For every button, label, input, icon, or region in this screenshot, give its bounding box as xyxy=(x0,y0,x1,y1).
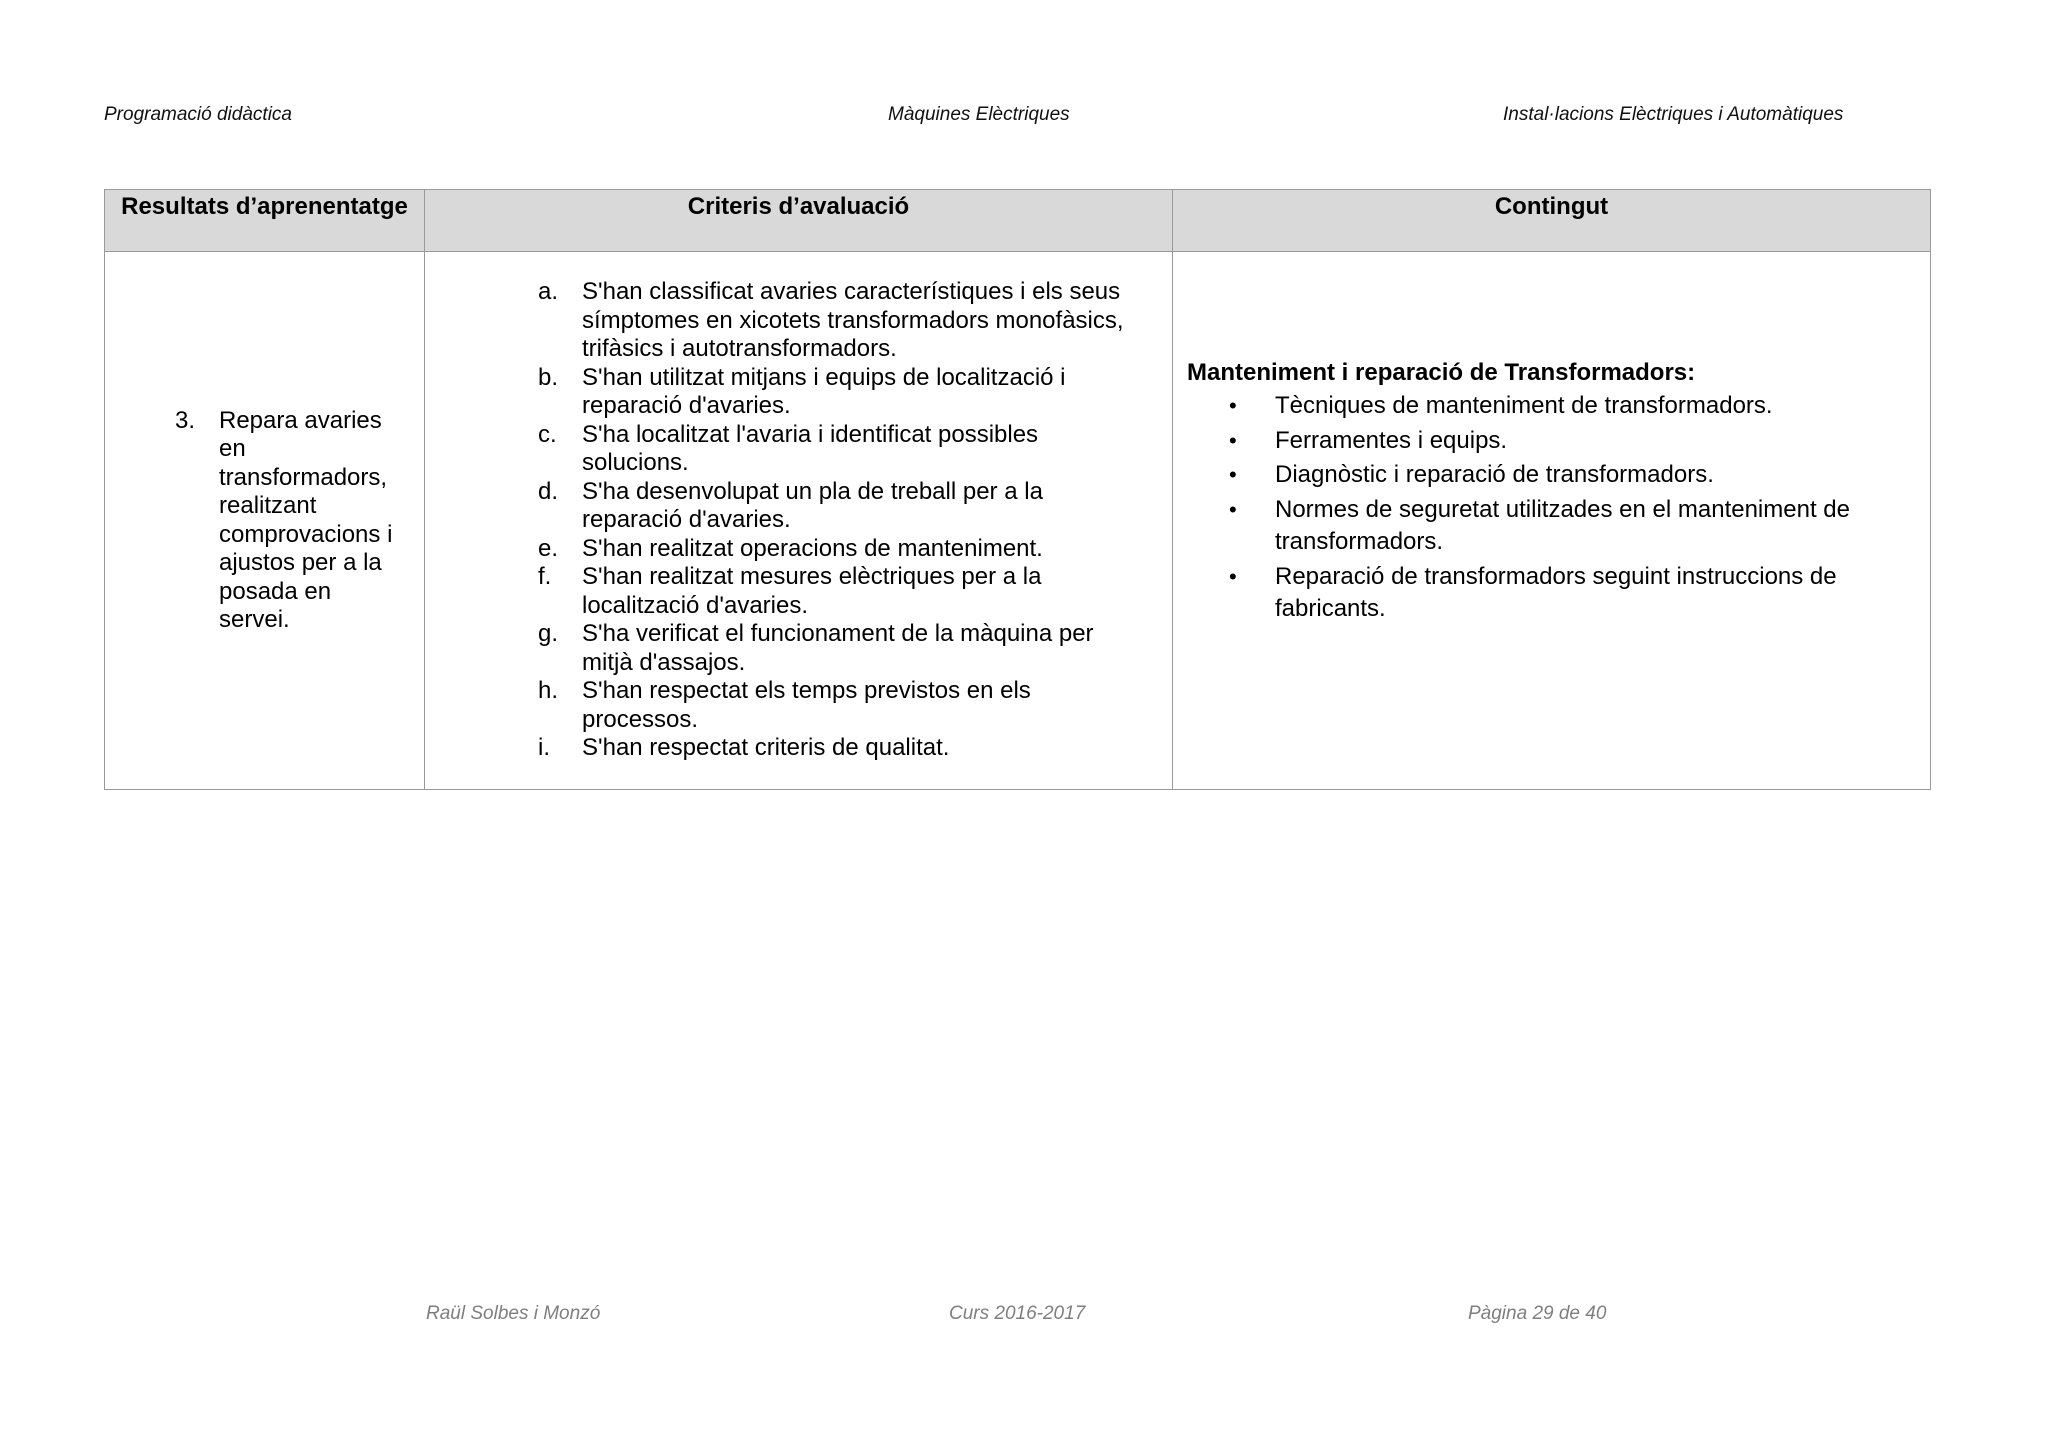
page-footer xyxy=(0,1303,2048,1329)
learning-outcome-number: 3. xyxy=(175,406,196,434)
criteria-letter: c. xyxy=(538,420,557,448)
contents-item xyxy=(1229,425,1890,458)
bullet-icon: • xyxy=(1229,393,1237,419)
criteria-text: S'han realitzat operacions de manteniment. xyxy=(582,534,1043,562)
column-header-evaluation-criteria: Criteris d’avaluació xyxy=(425,190,1173,252)
criteria-text: S'ha desenvolupat un pla de treball per a la reparació d'avaries. xyxy=(582,477,1043,534)
evaluation-criteria-cell xyxy=(425,252,1173,790)
criteria-text: S'han respectat criteris de qualitat. xyxy=(582,734,950,762)
criteria-item xyxy=(538,278,1148,364)
evaluation-criteria-list xyxy=(425,278,1172,763)
criteria-item xyxy=(538,421,1148,478)
criteria-text: S'ha localitzat l'avaria i identificat possibles solucions. xyxy=(582,420,1039,477)
bullet-icon: • xyxy=(1229,496,1237,522)
header-document-type: Programació didàctica xyxy=(104,104,292,125)
contents-item xyxy=(1229,494,1890,559)
learning-outcome-text: Repara avaries en transformadors, realitzant comprovacions i ajustos per a la posada en servei. xyxy=(219,406,393,633)
bullet-icon: • xyxy=(1229,427,1237,453)
criteria-item xyxy=(538,478,1148,535)
contents-text: Reparació de transformadors seguint instruccions de fabricants. xyxy=(1275,562,1837,623)
criteria-item xyxy=(538,734,1148,763)
contents-title: Manteniment i reparació de Transformadors: xyxy=(1187,359,1696,387)
column-header-learning-outcomes: Resultats d’aprenentatge xyxy=(105,190,425,252)
criteria-letter: i. xyxy=(538,734,550,762)
contents-text: Normes de seguretat utilitzades en el manteniment de transformadors. xyxy=(1275,495,1850,556)
bullet-icon: • xyxy=(1229,563,1237,589)
contents-text: Tècniques de manteniment de transformadors. xyxy=(1275,392,1773,420)
criteria-item xyxy=(538,677,1148,734)
table-header-row xyxy=(105,190,1931,252)
bullet-icon: • xyxy=(1229,462,1237,488)
curriculum-table xyxy=(104,189,1931,790)
criteria-letter: g. xyxy=(538,620,559,648)
criteria-item xyxy=(538,535,1148,564)
criteria-text: S'ha verificat el funcionament de la màquina per mitjà d'assajos. xyxy=(582,620,1094,676)
learning-outcome-cell xyxy=(105,252,425,790)
contents-text: Diagnòstic i reparació de transformadors. xyxy=(1275,461,1714,489)
contents-item xyxy=(1229,390,1890,423)
table-row xyxy=(105,252,1931,790)
learning-outcome-item xyxy=(105,407,424,635)
column-header-contents: Contingut xyxy=(1173,190,1931,252)
contents-cell xyxy=(1173,252,1931,790)
criteria-text: S'han realitzat mesures elèctriques per a la localització d'avaries. xyxy=(582,563,1042,619)
criteria-text: S'han utilitzat mitjans i equips de localització i reparació d'avaries. xyxy=(582,363,1066,420)
criteria-text: S'han respectat els temps previstos en els processos. xyxy=(582,677,1031,733)
criteria-letter: e. xyxy=(538,534,559,562)
criteria-letter: d. xyxy=(538,477,559,505)
criteria-text: S'han classificat avaries característiques i els seus símptomes en xicotets transformadors monofàsics, trifàsics i autotransformadors. xyxy=(582,278,1124,363)
criteria-letter: h. xyxy=(538,677,559,705)
criteria-item xyxy=(538,364,1148,421)
footer-page-number: Pàgina 29 de 40 xyxy=(1468,1303,1607,1324)
criteria-letter: a. xyxy=(538,278,559,306)
contents-block xyxy=(1173,357,1930,684)
contents-item xyxy=(1229,459,1890,492)
contents-item xyxy=(1229,561,1890,626)
criteria-letter: f. xyxy=(538,563,552,591)
page-header xyxy=(104,104,1856,130)
criteria-letter: b. xyxy=(538,363,559,391)
criteria-item xyxy=(538,620,1148,677)
header-cycle-name: Instal·lacions Elèctriques i Automàtiques xyxy=(1503,104,1844,125)
header-module-name: Màquines Elèctriques xyxy=(888,104,1070,125)
criteria-item xyxy=(538,563,1148,620)
contents-text: Ferramentes i equips. xyxy=(1275,426,1508,454)
contents-list xyxy=(1187,390,1890,626)
footer-course: Curs 2016-2017 xyxy=(949,1303,1086,1324)
footer-author: Raül Solbes i Monzó xyxy=(426,1303,601,1324)
